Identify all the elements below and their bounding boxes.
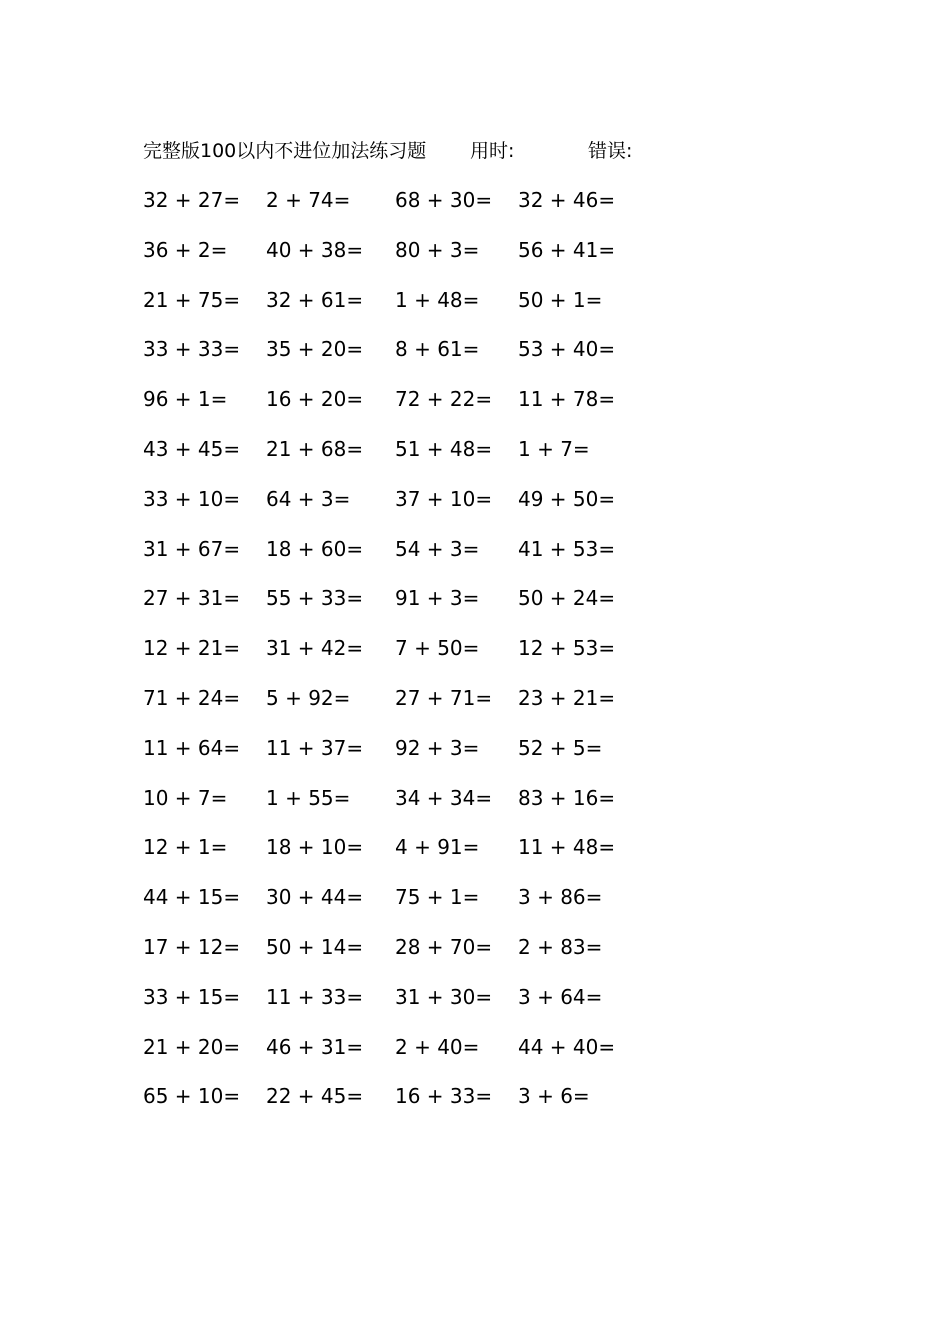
problem-item: 11 + 64= [143, 735, 241, 760]
problem-item: 7 + 50= [395, 636, 480, 661]
problem-item: 50 + 14= [266, 935, 364, 959]
error-label: 错误: [588, 140, 633, 162]
problem-item: 71 + 24= [143, 686, 241, 710]
problem-item: 40 + 38= [266, 237, 364, 262]
problem-item: 51 + 48= [395, 437, 493, 461]
problem-item: 32 + 61= [266, 287, 364, 312]
problem-item: 18 + 10= [266, 835, 364, 860]
problem-item: 31 + 30= [395, 984, 493, 1009]
problem-item: 50 + 24= [518, 586, 616, 611]
problem-item: 22 + 45= [266, 1084, 364, 1109]
problem-row [0, 235, 950, 265]
problem-item: 37 + 10= [395, 486, 493, 511]
problem-row [0, 434, 950, 464]
problem-item: 11 + 78= [518, 387, 616, 412]
problem-item: 1 + 48= [395, 287, 480, 312]
problem-item: 32 + 46= [518, 188, 616, 212]
problem-item: 50 + 1= [518, 287, 603, 312]
problem-row [0, 633, 950, 663]
problem-item: 21 + 68= [266, 437, 364, 461]
time-label: 用时: [470, 140, 515, 162]
problem-item: 46 + 31= [266, 1034, 364, 1059]
problem-item: 65 + 10= [143, 1084, 241, 1109]
problem-item: 2 + 83= [518, 935, 603, 959]
problem-item: 44 + 15= [143, 885, 241, 910]
problem-item: 12 + 53= [518, 636, 616, 661]
problem-item: 80 + 3= [395, 237, 480, 262]
problem-item: 31 + 67= [143, 536, 241, 561]
problem-item: 55 + 33= [266, 586, 364, 611]
problem-item: 91 + 3= [395, 586, 480, 611]
problem-item: 33 + 15= [143, 984, 241, 1009]
problem-row [0, 832, 950, 862]
problem-item: 4 + 91= [395, 835, 480, 860]
problem-row [0, 1081, 950, 1111]
problem-item: 8 + 61= [395, 337, 480, 362]
problem-item: 28 + 70= [395, 935, 493, 959]
problem-item: 35 + 20= [266, 337, 364, 362]
problem-row [0, 185, 950, 215]
problem-item: 41 + 53= [518, 536, 616, 561]
problem-item: 12 + 21= [143, 636, 241, 661]
problem-item: 5 + 92= [266, 686, 351, 710]
problem-item: 3 + 6= [518, 1084, 590, 1109]
problem-row [0, 384, 950, 414]
problem-item: 43 + 45= [143, 437, 241, 461]
problem-item: 3 + 86= [518, 885, 603, 910]
problem-row [0, 783, 950, 813]
problem-item: 18 + 60= [266, 536, 364, 561]
problem-item: 16 + 20= [266, 387, 364, 412]
problem-item: 34 + 34= [395, 785, 493, 810]
problem-row [0, 882, 950, 912]
problem-item: 53 + 40= [518, 337, 616, 362]
worksheet-title: 完整版100以内不进位加法练习题 [143, 140, 427, 162]
problem-item: 64 + 3= [266, 486, 351, 511]
problem-row [0, 1032, 950, 1062]
problem-item: 21 + 20= [143, 1034, 241, 1059]
problem-item: 27 + 31= [143, 586, 241, 611]
problem-item: 30 + 44= [266, 885, 364, 910]
problem-item: 36 + 2= [143, 237, 228, 262]
problem-row [0, 683, 950, 713]
problem-row [0, 285, 950, 315]
problem-item: 68 + 30= [395, 188, 493, 212]
problem-item: 12 + 1= [143, 835, 228, 860]
problem-item: 52 + 5= [518, 735, 603, 760]
problem-item: 17 + 12= [143, 935, 241, 959]
problem-item: 49 + 50= [518, 486, 616, 511]
problem-row [0, 583, 950, 613]
problem-item: 92 + 3= [395, 735, 480, 760]
problem-item: 32 + 27= [143, 188, 241, 212]
problem-item: 2 + 74= [266, 188, 351, 212]
problem-item: 27 + 71= [395, 686, 493, 710]
problem-item: 33 + 33= [143, 337, 241, 362]
problem-item: 3 + 64= [518, 984, 603, 1009]
problem-item: 11 + 48= [518, 835, 616, 860]
problem-item: 21 + 75= [143, 287, 241, 312]
problem-item: 16 + 33= [395, 1084, 493, 1109]
problem-item: 75 + 1= [395, 885, 480, 910]
problem-item: 11 + 37= [266, 735, 364, 760]
problem-row [0, 982, 950, 1012]
problem-item: 10 + 7= [143, 785, 228, 810]
problem-item: 11 + 33= [266, 984, 364, 1009]
problem-item: 33 + 10= [143, 486, 241, 511]
problem-item: 2 + 40= [395, 1034, 480, 1059]
problem-item: 56 + 41= [518, 237, 616, 262]
problem-row [0, 534, 950, 564]
problem-row [0, 484, 950, 514]
problem-item: 72 + 22= [395, 387, 493, 412]
problem-row [0, 932, 950, 962]
problem-item: 54 + 3= [395, 536, 480, 561]
problem-item: 1 + 7= [518, 437, 590, 461]
problem-item: 96 + 1= [143, 387, 228, 412]
problem-row [0, 733, 950, 763]
problem-item: 44 + 40= [518, 1034, 616, 1059]
problem-row [0, 334, 950, 364]
problem-item: 83 + 16= [518, 785, 616, 810]
problem-item: 1 + 55= [266, 785, 351, 810]
problem-item: 23 + 21= [518, 686, 616, 710]
problem-item: 31 + 42= [266, 636, 364, 661]
